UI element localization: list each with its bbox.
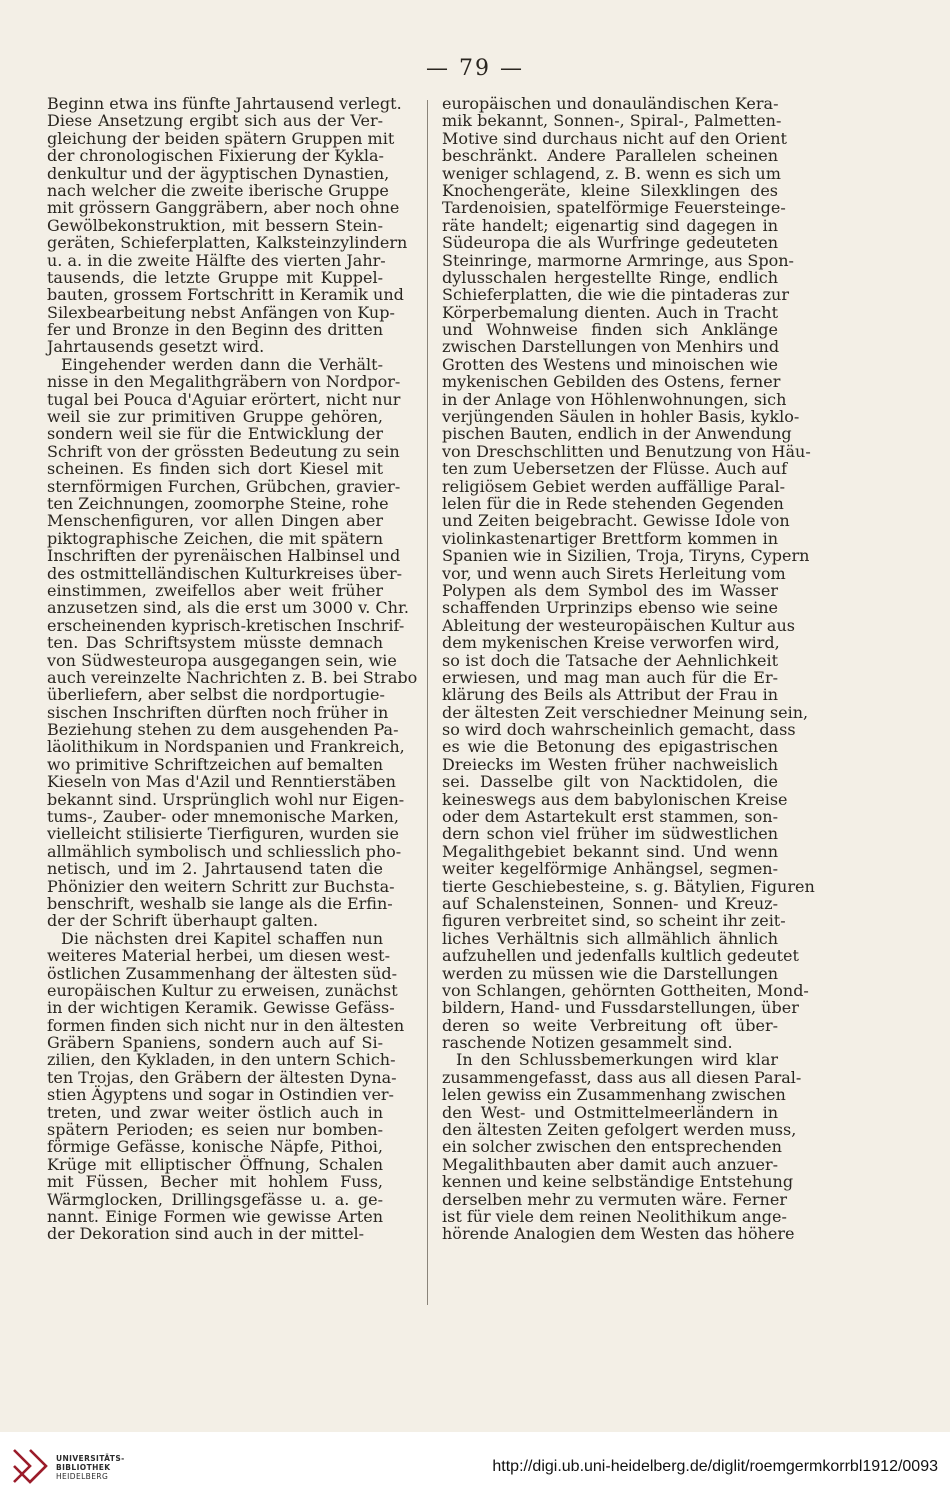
text-line: vielleicht stilisierte Tierfiguren, wurden sie (47, 824, 399, 844)
text-line: von Südwesteuropa ausgegangen sein, wie (47, 650, 397, 670)
text-line: nannt. Einige Formen wie gewisse Arten (47, 1207, 383, 1226)
text-line: von Dreschschlitten und Benutzung von Häu- (442, 441, 811, 461)
right-column (442, 94, 815, 1244)
text-line: wo primitive Schriftzeichen auf bemalten (47, 754, 383, 774)
text-line: zusammengefasst, dass aus all diesen Paral- (442, 1067, 802, 1087)
text-line: Gräbern Spaniens, sondern auch auf Si- (47, 1033, 383, 1053)
text-line: mik bekannt, Sonnen-, Spiral-, Palmetten- (442, 111, 782, 131)
text-line: nach welcher die zweite iberische Gruppe (47, 180, 389, 200)
text-line: erwiesen, und mag man auch für die Er- (442, 667, 778, 687)
text-line: ist für viele dem reinen Neolithikum ange- (442, 1207, 787, 1226)
text-line: geräten, Schieferplatten, Kalksteinzylindern (47, 233, 408, 253)
text-line: tugal bei Pouca d'Aguiar erörtert, nicht nur (47, 389, 401, 409)
page-number: — 79 — (426, 56, 524, 81)
text-line: sondern weil sie für die Entwicklung der (47, 424, 383, 444)
text-line: weil sie zur primitiven Gruppe gehören, (47, 407, 383, 427)
text-line: ten. Das Schriftsystem müsste demnach (47, 633, 383, 653)
text-line: pischen Bauten, endlich in der Anwendung (442, 424, 792, 444)
text-line: europäischen Kultur zu erweisen, zunächst (47, 980, 398, 1000)
text-line: tums-, Zauber- oder mnemonische Marken, (47, 807, 399, 827)
text-line: fer und Bronze in den Beginn des dritten (47, 320, 383, 340)
text-line: mit Füssen, Becher mit hohlem Fuss, (47, 1172, 383, 1192)
text-line: Phönizier den weitern Schritt zur Buchsta- (47, 876, 395, 896)
text-line: keineswegs aus dem babylonischen Kreise (442, 789, 788, 809)
text-line: europäischen und donauländischen Kera- (442, 94, 779, 113)
text-line: Wärmglocken, Drillingsgefässe u. a. ge- (47, 1189, 383, 1209)
text-line: Südeuropa die als Wurfringe gedeuteten (442, 233, 778, 253)
text-line: In den Schlussbemerkungen wird klar (456, 1050, 778, 1070)
text-line: Kieseln von Mas d'Azil und Renntierstäben (47, 772, 396, 792)
text-line: anzusetzen sind, als die erst um 3000 v. Chr. (47, 598, 409, 618)
text-line: tierte Geschiebesteine, s. g. Bätylien, Figuren (442, 876, 815, 896)
text-line: schaffenden Urprinzips ebenso wie seine (442, 598, 778, 618)
text-line: der ältesten Zeit verschiedner Meinung sein, (442, 702, 809, 722)
text-line: lelen gewiss ein Zusammenhang zwischen (442, 1085, 786, 1105)
text-line: treten, und zwar weiter östlich auch in (47, 1102, 383, 1122)
text-line: zwischen Darstellungen von Menhirs und (442, 337, 780, 357)
column-divider (427, 100, 428, 1305)
text-line: hörende Analogien dem Westen das höhere (442, 1224, 795, 1244)
text-line: Jahrtausends gesetzt wird. (47, 337, 265, 357)
text-line: weiteres Material herbei, um diesen west- (47, 946, 391, 966)
text-line: läolithikum in Nordspanien und Frankreich, (47, 737, 405, 757)
text-line: es wie die Betonung des epigastrischen (442, 737, 778, 757)
text-line: Ableitung der westeuropäischen Kultur aus (442, 615, 795, 635)
text-line: weniger schlagend, z. B. wenn es sich um (442, 163, 781, 183)
text-line: und Wohnweise finden sich Anklänge (442, 320, 778, 340)
text-line: gleichung der beiden spätern Gruppen mit (47, 128, 395, 148)
text-line: verjüngenden Säulen in hohler Basis, kyklo- (442, 407, 800, 427)
text-line: so ist doch die Tatsache der Aehnlichkeit (442, 650, 778, 670)
text-line: Tardenoisien, spatelförmige Feuersteinge- (442, 198, 786, 218)
text-line: sei. Dasselbe gilt von Nacktidolen, die (442, 772, 778, 792)
text-line: nisse in den Megalithgräbern von Nordpor- (47, 372, 401, 392)
text-line: erscheinenden kyprisch-kretischen Inschrif- (47, 615, 405, 635)
text-line: aufzuhellen und jedenfalls kultlich gedeutet (442, 946, 799, 966)
text-line: Inschriften der pyrenäischen Halbinsel und (47, 546, 401, 566)
text-line: bildern, Hand- und Fussdarstellungen, über (442, 998, 799, 1018)
text-line: tausends, die letzte Gruppe mit Kuppel- (47, 267, 383, 287)
text-line: auf Schalensteinen, Sonnen- und Kreuz- (442, 893, 778, 913)
text-line: den ältesten Zeiten gefolgert werden muss, (442, 1120, 797, 1140)
text-line: bekannt sind. Ursprünglich wohl nur Eigen- (47, 789, 405, 809)
text-line: dern schon viel früher im südwestlichen (442, 824, 778, 844)
text-line: zilien, den Kykladen, in den untern Schich- (47, 1050, 396, 1070)
text-line: von Schlangen, gehörnten Gottheiten, Mond- (442, 980, 809, 1000)
text-line: östlichen Zusammenhang der ältesten süd- (47, 963, 398, 983)
footer-bar (0, 1432, 950, 1504)
text-line: derselben mehr zu vermuten wäre. Ferner (442, 1189, 787, 1209)
text-line: einstimmen, zweifellos aber weit früher (47, 580, 383, 600)
library-name-line3: HEIDELBERG (56, 1472, 109, 1481)
text-line: werden zu müssen wie die Darstellungen (442, 963, 778, 983)
text-line: bauten, grossem Fortschritt in Keramik und (47, 285, 404, 305)
text-line: Beginn etwa ins fünfte Jahrtausend verlegt. (47, 94, 402, 113)
text-line: violinkastenartiger Brettform kommen in (442, 528, 778, 548)
text-line: Die nächsten drei Kapitel schaffen nun (61, 928, 383, 948)
text-line: auch vereinzelte Nachrichten z. B. bei Strabo (47, 667, 418, 687)
text-line: Megalithbauten aber damit auch anzuer- (442, 1154, 778, 1174)
text-line: der Dekoration sind auch in der mittel- (47, 1224, 365, 1244)
text-line: u. a. in die zweite Hälfte des vierten Jahr- (47, 250, 386, 270)
text-line: der der Schrift überhaupt galten. (47, 911, 319, 931)
source-url-link[interactable]: http://digi.ub.uni-heidelberg.de/diglit/roemgermkorrbl1912/0093 (492, 1458, 938, 1475)
text-line: Silexbearbeitung nebst Anfängen von Kup- (47, 302, 395, 322)
text-line: lelen für die in Rede stehenden Gegenden (442, 493, 784, 513)
university-library-logo-icon (10, 1446, 50, 1490)
text-line: ten zum Uebersetzen der Flüsse. Auch auf (442, 459, 787, 479)
text-line: denkultur und der ägyptischen Dynastien, (47, 163, 390, 183)
text-line: den West- und Ostmittelmeerländern in (442, 1102, 778, 1122)
text-line: sischen Inschriften dürften noch früher in (47, 702, 389, 722)
text-line: förmige Gefässe, konische Näpfe, Pithoi, (47, 1137, 383, 1157)
text-line: Polypen als dem Symbol des im Wasser (442, 580, 778, 600)
text-line: benschrift, weshalb sie lange als die Erfin- (47, 893, 393, 913)
text-line: Grotten des Westens und minoischen wie (442, 354, 778, 374)
text-line: mit grössern Ganggräbern, aber noch ohne (47, 198, 400, 218)
text-line: in der Anlage von Höhlenwohnungen, sich (442, 389, 787, 409)
text-line: dylusschalen hergestellte Ringe, endlich (442, 267, 778, 287)
text-line: Dreiecks im Westen früher nachweislich (442, 754, 778, 774)
text-line: Menschenfiguren, vor allen Dingen aber (47, 511, 383, 531)
text-line: piktographische Zeichen, die mit spätern (47, 528, 383, 548)
text-line: überliefern, aber selbst die nordportugie- (47, 685, 385, 705)
text-line: Eingehender werden dann die Verhält- (61, 354, 383, 374)
text-line: weiter kegelförmige Anhängsel, segmen- (442, 859, 778, 879)
text-line: kennen und keine selbständige Entstehung (442, 1172, 794, 1192)
text-line: Steinringe, marmorne Armringe, aus Spon- (442, 250, 794, 270)
left-column (47, 94, 418, 1244)
text-line: der chronologischen Fixierung der Kykla- (47, 146, 384, 166)
text-line: Motive sind durchaus nicht auf den Orient (442, 128, 787, 148)
text-line: Krüge mit elliptischer Öffnung, Schalen (47, 1154, 383, 1174)
text-line: ein solcher zwischen den entsprechenden (442, 1137, 782, 1157)
text-line: vor, und wenn auch Sirets Herleitung vom (442, 563, 786, 583)
library-name-line1: UNIVERSITÄTS- (56, 1454, 125, 1463)
text-line: klärung des Beils als Attribut der Frau in (442, 685, 778, 705)
text-line: räte handelt; eigenartig sind dagegen in (442, 215, 778, 235)
text-line: oder dem Astartekult erst stammen, son- (442, 807, 778, 827)
text-line: Gewölbekonstruktion, mit bessern Stein- (47, 215, 383, 235)
text-line: ten Trojas, den Gräbern der ältesten Dyna- (47, 1067, 397, 1087)
text-line: des ostmittelländischen Kulturkreises über- (47, 563, 403, 583)
text-line: netisch, und im 2. Jahrtausend taten die (47, 859, 383, 879)
text-line: beschränkt. Andere Parallelen scheinen (442, 146, 778, 166)
library-name (56, 1454, 125, 1481)
text-line: Schrift von der grössten Bedeutung zu sein (47, 441, 400, 461)
text-line: in der wichtigen Keramik. Gewisse Gefäss- (47, 998, 395, 1018)
text-line: deren so weite Verbreitung oft über- (442, 1015, 778, 1035)
text-line: Knochengeräte, kleine Silexklingen des (442, 180, 778, 200)
text-line: Diese Ansetzung ergibt sich aus der Ver- (47, 111, 383, 131)
text-line: spätern Perioden; es seien nur bomben- (47, 1120, 383, 1140)
text-line: Körperbemalung dienten. Auch in Tracht (442, 302, 778, 322)
text-line: ten Zeichnungen, zoomorphe Steine, rohe (47, 493, 389, 513)
text-line: Beziehung stehen zu dem ausgehenden Pa- (47, 720, 399, 740)
text-line: figuren verbreitet sind, so scheint ihr zeit- (442, 911, 786, 931)
text-line: allmählich symbolisch und schliesslich pho- (47, 841, 402, 861)
text-line: scheinen. Es finden sich dort Kiesel mit (47, 459, 383, 479)
text-line: Spanien wie in Sizilien, Troja, Tiryns, Cypern (442, 546, 810, 566)
text-line: religiösem Gebiet werden auffällige Paral- (442, 476, 785, 496)
text-line: so wird doch wahrscheinlich gemacht, dass (442, 720, 796, 740)
text-line: Megalithgebiet bekannt sind. Und wenn (442, 841, 778, 861)
text-line: stien Ägyptens und sogar in Ostindien ver- (47, 1085, 394, 1105)
text-line: formen finden sich nicht nur in den ältesten (47, 1015, 405, 1035)
text-line: sternförmigen Furchen, Grübchen, gravier- (47, 476, 401, 496)
text-line: Schieferplatten, die wie die pintaderas zur (442, 285, 789, 305)
text-line: mykenischen Gebilden des Ostens, ferner (442, 372, 781, 392)
text-line: dem mykenischen Kreise verworfen wird, (442, 633, 780, 653)
library-name-line2: BIBLIOTHEK (56, 1463, 111, 1472)
text-line: und Zeiten beigebracht. Gewisse Idole von (442, 511, 790, 531)
text-line: liches Verhältnis sich allmählich ähnlich (442, 928, 778, 948)
text-line: raschende Notizen gesammelt sind. (442, 1033, 733, 1053)
